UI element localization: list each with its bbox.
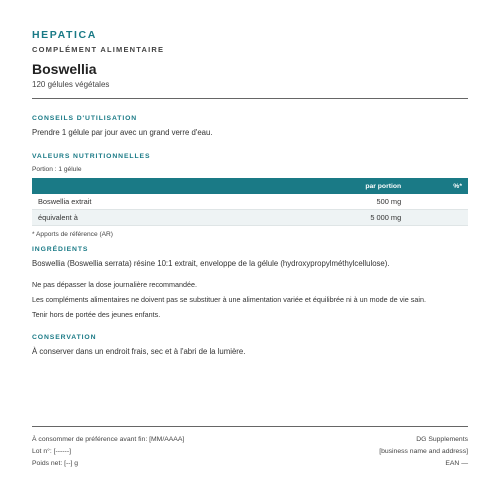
storage-heading: CONSERVATION xyxy=(32,334,97,341)
row-percent xyxy=(407,194,468,210)
table-row xyxy=(32,210,468,226)
label-content xyxy=(32,28,468,358)
ingredients-text: Boswellia (Boswellia serrata) résine 10:1 extrait, enveloppe de la gélule (hydroxypropylméthylcellulose). xyxy=(32,259,390,268)
usage-text: Prendre 1 gélule par jour avec un grand verre d'eau. xyxy=(32,128,213,137)
product-title: Boswellia xyxy=(32,61,97,77)
warning-text: Ne pas dépasser la dose journalière recommandée. xyxy=(32,280,198,289)
col-header-name xyxy=(32,178,239,194)
nutrition-table xyxy=(32,178,468,226)
ingredients-heading: INGRÉDIENTS xyxy=(32,246,89,253)
row-value: 5 000 mg xyxy=(239,210,407,226)
product-quantity: 120 gélules végétales xyxy=(32,80,110,89)
warning-text: Tenir hors de portée des jeunes enfants. xyxy=(32,310,161,319)
footer xyxy=(32,434,468,470)
nutrition-portion: Portion : 1 gélule xyxy=(32,166,82,173)
ean-code: EAN — xyxy=(445,460,468,467)
warning-text: Les compléments alimentaires ne doivent pas se substituer à une alimentation variée et équilibrée ni à un mode de vie sain. xyxy=(32,295,426,304)
lot-number: Lot n°: [------] xyxy=(32,448,71,455)
company-name: DG Supplements xyxy=(416,436,468,443)
footer-divider xyxy=(32,426,468,427)
nutrition-footnote: * Apports de référence (AR) xyxy=(32,231,113,238)
nutrition-heading: VALEURS NUTRITIONNELLES xyxy=(32,153,151,160)
row-percent xyxy=(407,210,468,226)
col-header-per-portion: par portion xyxy=(239,178,407,194)
nutrition-table-header xyxy=(32,178,468,194)
best-before: À consommer de préférence avant fin: [MM/AAAA] xyxy=(32,436,185,443)
row-value: 500 mg xyxy=(239,194,407,210)
storage-text: À conserver dans un endroit frais, sec et à l'abri de la lumière. xyxy=(32,347,246,356)
col-header-percent: %* xyxy=(407,178,468,194)
header-divider xyxy=(32,98,468,99)
brand-name: HEPATICA xyxy=(32,29,97,41)
usage-heading: CONSEILS D'UTILISATION xyxy=(32,115,138,122)
row-name: équivalent à xyxy=(32,210,239,226)
row-name: Boswellia extrait xyxy=(32,194,239,210)
net-weight: Poids net: [--] g xyxy=(32,460,79,467)
company-address: [business name and address] xyxy=(379,448,468,455)
product-category: COMPLÉMENT ALIMENTAIRE xyxy=(32,45,165,54)
table-row xyxy=(32,194,468,210)
